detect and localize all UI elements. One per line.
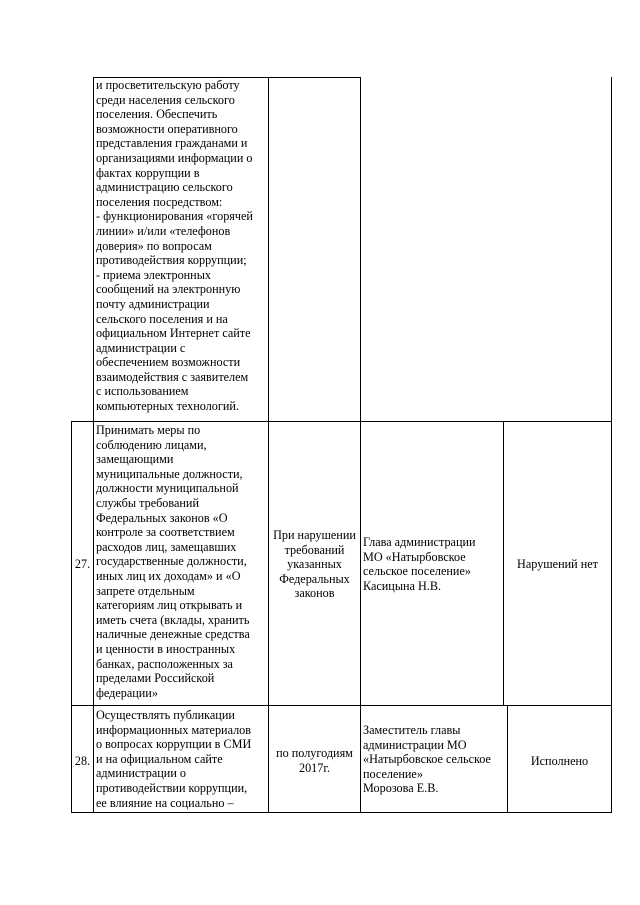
row1-col-divider: [268, 77, 269, 422]
row-number: 27.: [74, 557, 91, 571]
row1-right-border: [611, 77, 612, 422]
responsible-text: Заместитель главы администрации МО «Натырбовское сельское поселение» Морозова Е.В.: [363, 723, 491, 796]
result-text: Исполнено: [530, 754, 589, 768]
col-divider: [360, 421, 361, 813]
deadline-text: При нарушении требований указанных Федеральных законов: [273, 528, 356, 601]
row1-left-border: [93, 77, 94, 422]
measure-text: и просветительскую работу среди населения сельского поселения. Обеспечить возможности оперативного представления гражданами и организациями информации о фактах коррупции в администрацию сельского поселения посредством: - функционирования «горячей линии» и/или «телефонов доверия» по вопросам противодействия коррупции; - приема электронных сообщений на электронную почту администрации сельского поселения и на официальном Интернет сайте администрации с обеспечением возможности взаимодействия с заявителем с использованием компьютерных технологий.: [96, 78, 253, 414]
row1-col-divider: [360, 77, 361, 422]
row-divider: [71, 705, 611, 706]
table-right-border: [611, 421, 612, 813]
responsible-text: Глава администрации МО «Натырбовское сельское поселение» Касицына Н.В.: [363, 535, 476, 593]
deadline-text: по полугодиям 2017г.: [276, 746, 353, 775]
result-text: Нарушений нет: [517, 557, 598, 571]
table-bottom-border: [71, 812, 611, 813]
row-divider: [71, 421, 611, 422]
row-number: 28.: [74, 754, 91, 768]
col-divider: [93, 421, 94, 813]
measure-text: Принимать меры по соблюдению лицами, замещающими муниципальные должности, должности муниципальной службы требований Федеральных законов «О контроле за соответствием расходов лиц, замещавших государственные должности, иных лиц их доходам» и «О запрете отдельным категориям лиц открывать и иметь счета (вклады, хранить наличные денежные средства и ценности в иностранных банках, расположенных за пределами Российской федерации»: [96, 423, 250, 700]
measure-text: Осуществлять публикации информационных материалов о вопросах коррупции в СМИ и на официальном сайте администрации о противодействии коррупции, ее влияние на социально –: [96, 708, 252, 810]
